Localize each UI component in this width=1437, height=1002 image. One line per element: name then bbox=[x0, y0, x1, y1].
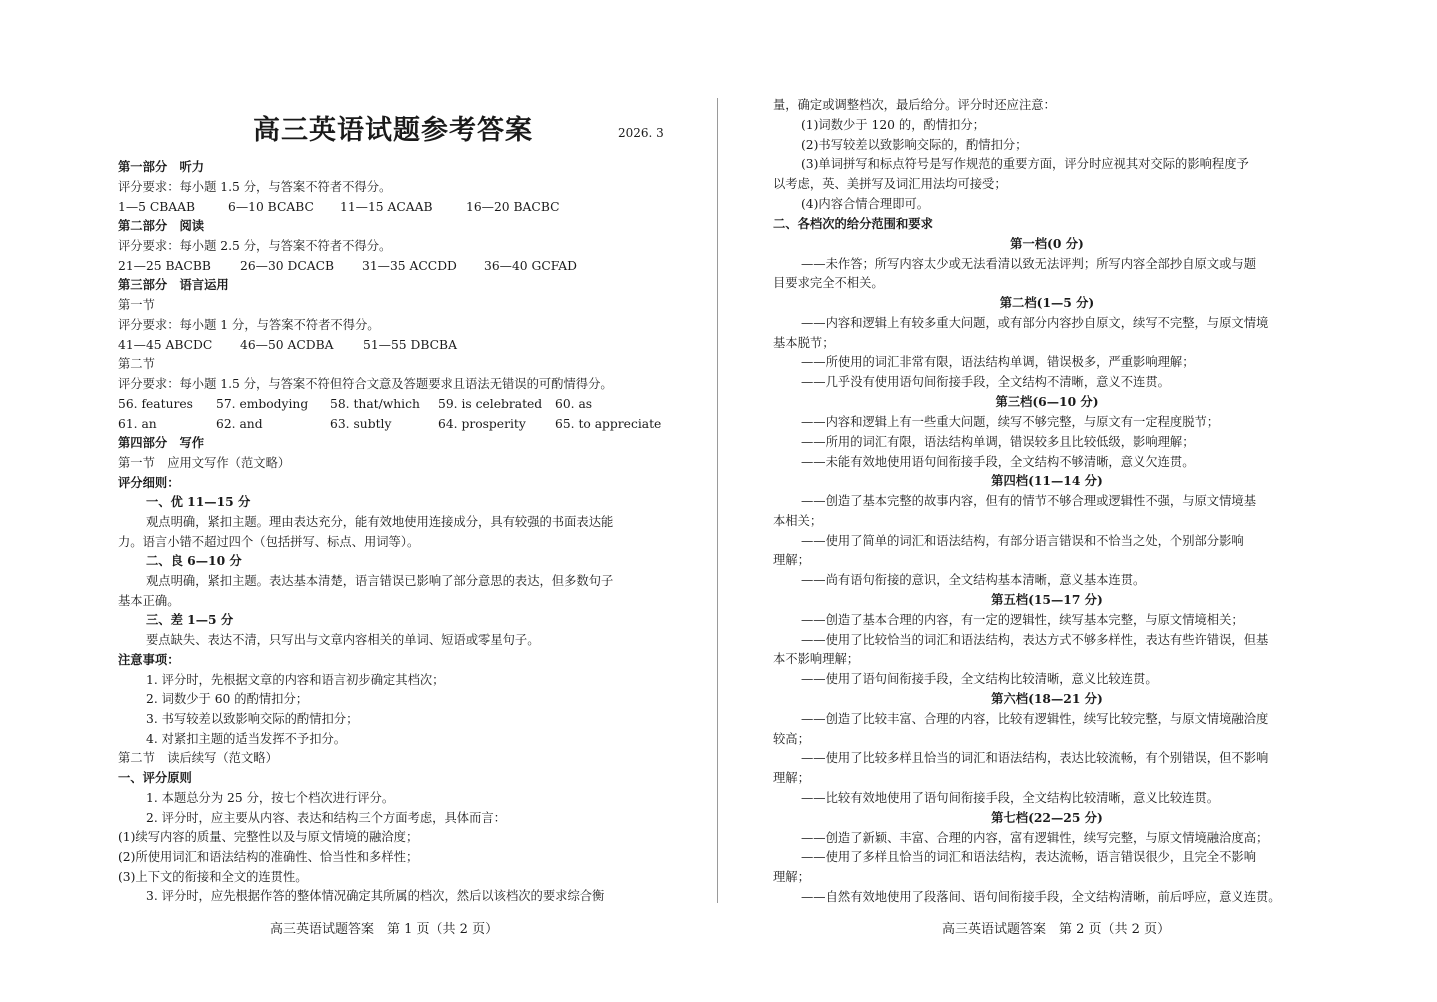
principle-item: 3. 评分时，应先根据作答的整体情况确定其所属的档次，然后以该档次的要求综合衡 bbox=[146, 889, 605, 903]
band-text: 理解； bbox=[773, 870, 810, 884]
band-text: ——比较有效地使用了语句间衔接手段，全文结构比较清晰，意义比较连贯。 bbox=[801, 791, 1220, 805]
bands-heading: 二、各档次的给分范围和要求 bbox=[773, 216, 933, 231]
note-item: 4. 对紧扣主题的适当发挥不予扣分。 bbox=[146, 732, 347, 746]
principle-item: 2. 评分时，应主要从内容、表达和结构三个方面考虑，具体而言： bbox=[146, 811, 506, 825]
grade-poor-text: 要点缺失、表达不清，只写出与文章内容相关的单词、短语或零星句子。 bbox=[146, 633, 540, 647]
attention-item: (2)书写较差以致影响交际的，酌情扣分； bbox=[801, 138, 1028, 152]
principle-subitem: (1)续写内容的质量、完整性以及与原文情境的融洽度； bbox=[118, 830, 419, 844]
grade-good-text: 观点明确，紧扣主题。表达基本清楚，语言错误已影响了部分意思的表达，但多数句子 bbox=[146, 574, 614, 588]
grade-excellent-text: 观点明确，紧扣主题。理由表达充分，能有效地使用连接成分，具有较强的书面表达能 bbox=[146, 515, 614, 529]
grade-excellent: 一、优 11—15 分 bbox=[146, 494, 251, 509]
answer-item: 60. as bbox=[555, 397, 593, 411]
band-text: ——使用了比较多样且恰当的词汇和语法结构，表达比较流畅，有个别错误，但不影响 bbox=[801, 751, 1269, 765]
band-text: ——内容和逻辑上有较多重大问题，或有部分内容抄自原文，续写不完整，与原文情境 bbox=[801, 316, 1269, 330]
answer-item: 57. embodying bbox=[216, 397, 309, 411]
part2-requirement: 评分要求：每小题 2.5 分，与答案不符者不得分。 bbox=[118, 239, 392, 253]
answer-item: 65. to appreciate bbox=[555, 417, 662, 431]
band-text: ——使用了多样且恰当的词汇和语法结构，表达流畅，语言错误很少，且完全不影响 bbox=[801, 850, 1256, 864]
attention-item: 以考虑，英、美拼写及词汇用法均可接受； bbox=[773, 177, 1007, 191]
answer-item: 58. that/which bbox=[330, 397, 420, 411]
band-7-heading: 第七档(22—25 分) bbox=[991, 810, 1103, 825]
band-text: ——所用的词汇有限，语法结构单调，错误较多且比较低级，影响理解； bbox=[801, 435, 1195, 449]
principle-heading: 一、评分原则 bbox=[118, 770, 192, 785]
grade-good-text: 基本正确。 bbox=[118, 594, 180, 608]
document-date: 2026. 3 bbox=[618, 126, 664, 140]
attention-item: (4)内容合情合理即可。 bbox=[801, 197, 930, 211]
answer-group: 36—40 GCFAD bbox=[484, 259, 577, 273]
answer-group: 21—25 BACBB bbox=[118, 259, 211, 273]
answer-group: 6—10 BCABC bbox=[228, 200, 314, 214]
band-text: 理解； bbox=[773, 553, 810, 567]
band-text: ——尚有语句衔接的意识，全文结构基本清晰，意义基本连贯。 bbox=[801, 573, 1146, 587]
grade-poor: 三、差 1—5 分 bbox=[146, 612, 234, 627]
part3-section1-requirement: 评分要求：每小题 1 分，与答案不符者不得分。 bbox=[118, 318, 380, 332]
band-text: 目要求完全不相关。 bbox=[773, 276, 884, 290]
answer-item: 62. and bbox=[216, 417, 263, 431]
band-text: ——创造了基本合理的内容，有一定的逻辑性，续写基本完整，与原文情境相关； bbox=[801, 613, 1244, 627]
band-3-heading: 第三档(6—10 分) bbox=[995, 394, 1099, 409]
answer-group: 26—30 DCACB bbox=[240, 259, 335, 273]
answer-group: 51—55 DBCBA bbox=[363, 338, 457, 352]
part2-heading: 第二部分 阅读 bbox=[118, 218, 205, 233]
answer-item: 61. an bbox=[118, 417, 157, 431]
band-text: ——使用了比较恰当的词汇和语法结构，表达方式不够多样性，表达有些许错误，但基 bbox=[801, 633, 1269, 647]
answer-group: 16—20 BACBC bbox=[466, 200, 560, 214]
band-6-heading: 第六档(18—21 分) bbox=[991, 691, 1103, 706]
answer-item: 56. features bbox=[118, 397, 193, 411]
band-text: ——自然有效地使用了段落间、语句间衔接手段，全文结构清晰，前后呼应，意义连贯。 bbox=[801, 890, 1281, 904]
band-2-heading: 第二档(1—5 分) bbox=[999, 295, 1095, 310]
band-text: ——内容和逻辑上有一些重大问题，续写不够完整，与原文有一定程度脱节； bbox=[801, 415, 1220, 429]
page-2-footer: 高三英语试题答案 第 2 页（共 2 页） bbox=[942, 922, 1171, 937]
note-item: 2. 词数少于 60 的酌情扣分； bbox=[146, 692, 309, 706]
grade-excellent-text: 力。语言小错不超过四个（包括拼写、标点、用词等）。 bbox=[118, 535, 420, 549]
scoring-details-heading: 评分细则： bbox=[118, 475, 180, 490]
answer-group: 31—35 ACCDD bbox=[362, 259, 457, 273]
answer-group: 46—50 ACDBA bbox=[240, 338, 334, 352]
document-title: 高三英语试题参考答案 bbox=[253, 115, 533, 146]
band-4-heading: 第四档(11—14 分) bbox=[991, 473, 1103, 488]
part4-section2: 第二节 读后续写（范文略） bbox=[118, 751, 278, 765]
note-item: 3. 书写较差以致影响交际的酌情扣分； bbox=[146, 712, 359, 726]
band-text: ——使用了简单的词汇和语法结构，有部分语言错误和不恰当之处，个别部分影响 bbox=[801, 534, 1244, 548]
band-text: ——所使用的词汇非常有限，语法结构单调，错误极多，严重影响理解； bbox=[801, 355, 1195, 369]
notes-heading: 注意事项： bbox=[118, 652, 180, 667]
band-text: 本相关； bbox=[773, 514, 823, 528]
answer-group: 41—45 ABCDC bbox=[118, 338, 213, 352]
continued-text: 量，确定或调整档次，最后给分。评分时还应注意： bbox=[773, 98, 1056, 112]
page-divider bbox=[717, 98, 718, 903]
part4-heading: 第四部分 写作 bbox=[118, 435, 205, 450]
attention-item: (3)单词拼写和标点符号是写作规范的重要方面，评分时应视其对交际的影响程度予 bbox=[801, 157, 1249, 171]
part3-section1: 第一节 bbox=[118, 298, 155, 312]
band-1-heading: 第一档(0 分) bbox=[1010, 236, 1084, 251]
part1-heading: 第一部分 听力 bbox=[118, 159, 205, 174]
part3-heading: 第三部分 语言运用 bbox=[118, 277, 229, 292]
answer-group: 1—5 CBAAB bbox=[118, 200, 196, 214]
band-text: 基本脱节； bbox=[773, 336, 835, 350]
band-text: ——使用了语句间衔接手段，全文结构比较清晰，意义比较连贯。 bbox=[801, 672, 1158, 686]
band-text: 较高； bbox=[773, 732, 810, 746]
answer-item: 59. is celebrated bbox=[438, 397, 543, 411]
answer-item: 64. prosperity bbox=[438, 417, 526, 431]
attention-item: (1)词数少于 120 的，酌情扣分； bbox=[801, 118, 985, 132]
band-text: 理解； bbox=[773, 771, 810, 785]
band-text: 本不影响理解； bbox=[773, 652, 860, 666]
part3-section2: 第二节 bbox=[118, 357, 155, 371]
band-text: ——未作答；所写内容太少或无法看清以致无法评判；所写内容全部抄自原文或与题 bbox=[801, 257, 1256, 271]
part4-section1: 第一节 应用文写作（范文略） bbox=[118, 456, 291, 470]
band-text: ——几乎没有使用语句间衔接手段，全文结构不清晰，意义不连贯。 bbox=[801, 375, 1170, 389]
band-text: ——创造了新颖、丰富、合理的内容，富有逻辑性，续写完整，与原文情境融洽度高； bbox=[801, 831, 1269, 845]
principle-subitem: (3)上下文的衔接和全文的连贯性。 bbox=[118, 870, 308, 884]
note-item: 1. 评分时，先根据文章的内容和语言初步确定其档次； bbox=[146, 673, 445, 687]
page-1-footer: 高三英语试题答案 第 1 页（共 2 页） bbox=[270, 922, 499, 937]
grade-good: 二、良 6—10 分 bbox=[146, 553, 242, 568]
band-text: ——创造了比较丰富、合理的内容，比较有逻辑性，续写比较完整，与原文情境融洽度 bbox=[801, 712, 1269, 726]
principle-subitem: (2)所使用词汇和语法结构的准确性、恰当性和多样性； bbox=[118, 850, 419, 864]
band-5-heading: 第五档(15—17 分) bbox=[991, 592, 1103, 607]
answer-item: 63. subtly bbox=[330, 417, 392, 431]
part1-requirement: 评分要求：每小题 1.5 分，与答案不符者不得分。 bbox=[118, 180, 392, 194]
band-text: ——未能有效地使用语句间衔接手段，全文结构不够清晰，意义欠连贯。 bbox=[801, 455, 1195, 469]
principle-item: 1. 本题总分为 25 分，按七个档次进行评分。 bbox=[146, 791, 395, 805]
band-text: ——创造了基本完整的故事内容，但有的情节不够合理或逻辑性不强，与原文情境基 bbox=[801, 494, 1256, 508]
part3-section2-requirement: 评分要求：每小题 1.5 分，与答案不符但符合文意及答题要求且语法无错误的可酌情得分。 bbox=[118, 377, 613, 391]
answer-group: 11—15 ACAAB bbox=[340, 200, 433, 214]
